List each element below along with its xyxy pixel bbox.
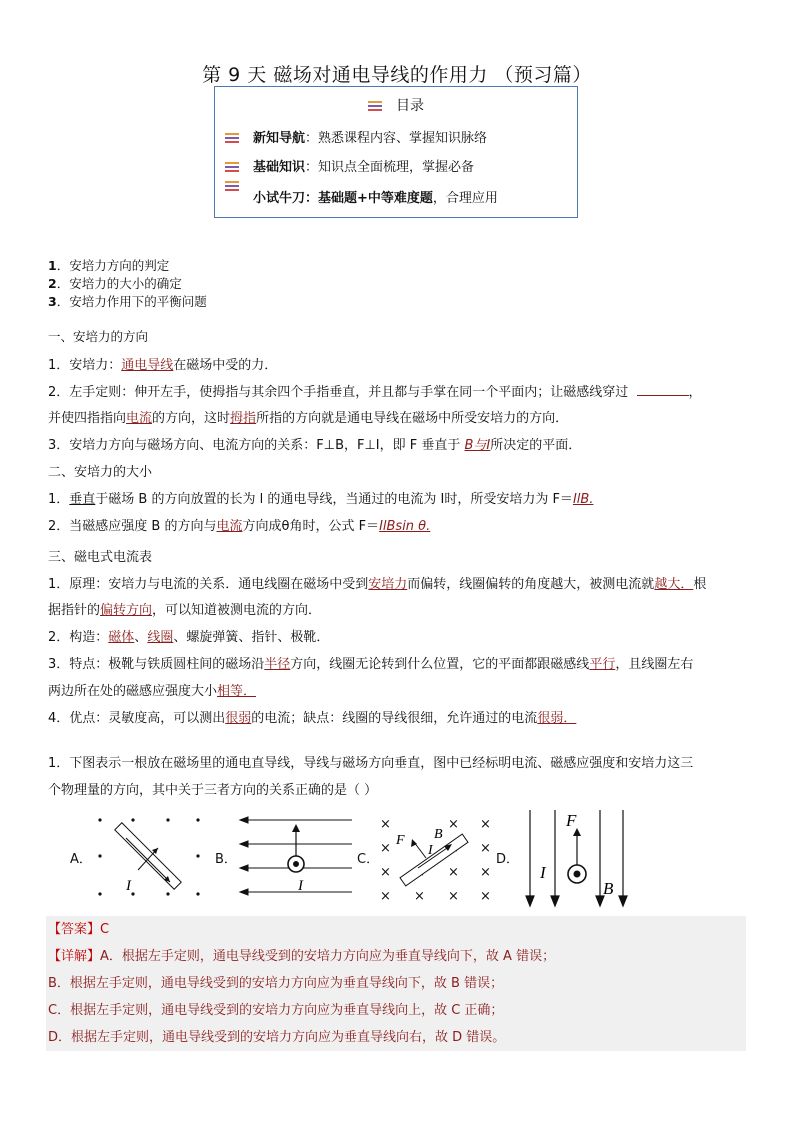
toc-row-2[interactable]: 基础知识：知识点全面梳理，掌握必备: [225, 156, 474, 175]
svg-text:×: ×: [380, 817, 391, 832]
list-icon: [368, 101, 382, 112]
svg-text:×: ×: [380, 841, 391, 856]
list-icon: [225, 181, 239, 192]
page-title: 第 9 天 磁场对通电导线的作用力 （预习篇）: [202, 64, 592, 86]
svg-text:×: ×: [448, 889, 459, 904]
label-i: I: [298, 878, 303, 894]
paragraph: 2．构造：磁体、线圈、螺旋弹簧、指针、极靴．: [48, 630, 330, 645]
outline-item-2: 2．安培力的大小的确定: [48, 276, 182, 291]
option-label-c[interactable]: C．: [357, 852, 380, 867]
wire: [115, 823, 181, 889]
figure-a: [88, 808, 208, 908]
answer-block: [46, 916, 746, 1051]
svg-text:×: ×: [480, 865, 491, 880]
label-f: F: [396, 833, 405, 848]
paragraph: 1．垂直于磁场 B 的方向放置的长为 l 的通电导线，当通过的电流为 I时，所受安培力为 F＝IlB.: [48, 492, 594, 507]
option-label-d[interactable]: D．: [496, 852, 520, 867]
svg-text:×: ×: [480, 889, 491, 904]
svg-text:×: ×: [448, 865, 459, 880]
paragraph: 并使四指指向电流的方向，这时拇指所指的方向就是通电导线在磁场中所受安培力的方向．: [48, 411, 569, 426]
detail-line: C．根据左手定则，通电导线受到的安培力方向应为垂直导线向上，故 C 正确；: [48, 1003, 504, 1018]
figure-d: [520, 808, 630, 908]
section-heading-1: 一、安培力的方向: [48, 329, 149, 344]
label-i: I: [126, 878, 131, 894]
label-i: I: [540, 863, 546, 882]
paragraph: 1．原理：安培力与电流的关系．通电线圈在磁场中受到安培力而偏转，线圈偏转的角度越大，被测电流就越大．根: [48, 577, 707, 592]
question-text: 个物理量的方向，其中关于三者方向的关系正确的是（ ）: [48, 783, 378, 798]
svg-text:×: ×: [380, 889, 391, 904]
list-icon: [225, 162, 239, 173]
svg-text:×: ×: [380, 865, 391, 880]
svg-text:×: ×: [480, 841, 491, 856]
label-i: I: [428, 843, 433, 858]
detail-line: B．根据左手定则，通电导线受到的安培力方向应为垂直导线向下，故 B 错误；: [48, 976, 504, 991]
outline-item-3: 3．安培力作用下的平衡问题: [48, 294, 207, 309]
question-text: 1．下图表示一根放在磁场里的通电直导线，导线与磁场方向垂直，图中已经标明电流、磁感应强度和安培力这三: [48, 756, 694, 771]
svg-text:×: ×: [448, 817, 459, 832]
fill-blank: [637, 395, 689, 396]
figure-b: [236, 808, 356, 908]
toc-row-1[interactable]: 新知导航：熟悉课程内容、掌握知识脉络: [225, 127, 487, 146]
paragraph: 据指针的偏转方向，可以知道被测电流的方向．: [48, 603, 322, 618]
toc-heading: 目录: [215, 95, 577, 115]
label-b: B: [434, 827, 443, 842]
toc-row-3[interactable]: 小试牛刀：基础题+中等难度题，合理应用: [225, 179, 498, 206]
outline-item-1: 1．安培力方向的判定: [48, 258, 170, 273]
answer-line: 【答案】C: [48, 922, 110, 937]
paragraph: 1．安培力：通电导线在磁场中受的力．: [48, 358, 278, 373]
option-label-a[interactable]: A．: [70, 852, 92, 867]
table-of-contents: [214, 86, 578, 218]
paragraph: 3．安培力方向与磁场方向、电流方向的关系：F⊥B，F⊥I，即 F 垂直于 B与I所决定的平面．: [48, 438, 582, 453]
list-icon: [225, 133, 239, 144]
paragraph: 4．优点：灵敏度高，可以测出很弱的电流；缺点：线圈的导线很细，允许通过的电流很弱．: [48, 711, 577, 726]
detail-line: D．根据左手定则，通电导线受到的安培力方向应为垂直导线向右，故 D 错误。: [48, 1030, 506, 1045]
paragraph: 2．左手定则：伸开左手，使拇指与其余四个手指垂直，并且都与手掌在同一个平面内；让磁感线穿过 ，: [48, 385, 702, 400]
current-arrow: [126, 838, 170, 882]
section-heading-2: 二、安培力的大小: [48, 465, 153, 480]
section-heading-3: 三、磁电式电流表: [48, 550, 153, 565]
paragraph: 2．当磁感应强度 B 的方向与电流方向成θ角时，公式 F＝IlBsin θ.: [48, 519, 431, 534]
figure-c: [376, 808, 496, 908]
detail-line: 【详解】A．根据左手定则，通电导线受到的安培力方向应为垂直导线向下，故 A 错误；: [48, 949, 556, 964]
paragraph: 两边所在处的磁感应强度大小相等．: [48, 684, 257, 699]
svg-text:×: ×: [414, 889, 425, 904]
paragraph: 3．特点：极靴与铁质圆柱间的磁场沿半径方向，线圈无论转到什么位置，它的平面都跟磁感线平行，且线圈左右: [48, 657, 694, 672]
option-label-b[interactable]: B．: [215, 852, 237, 867]
label-f: F: [566, 811, 577, 830]
label-b: B: [603, 879, 614, 898]
svg-text:×: ×: [480, 817, 491, 832]
